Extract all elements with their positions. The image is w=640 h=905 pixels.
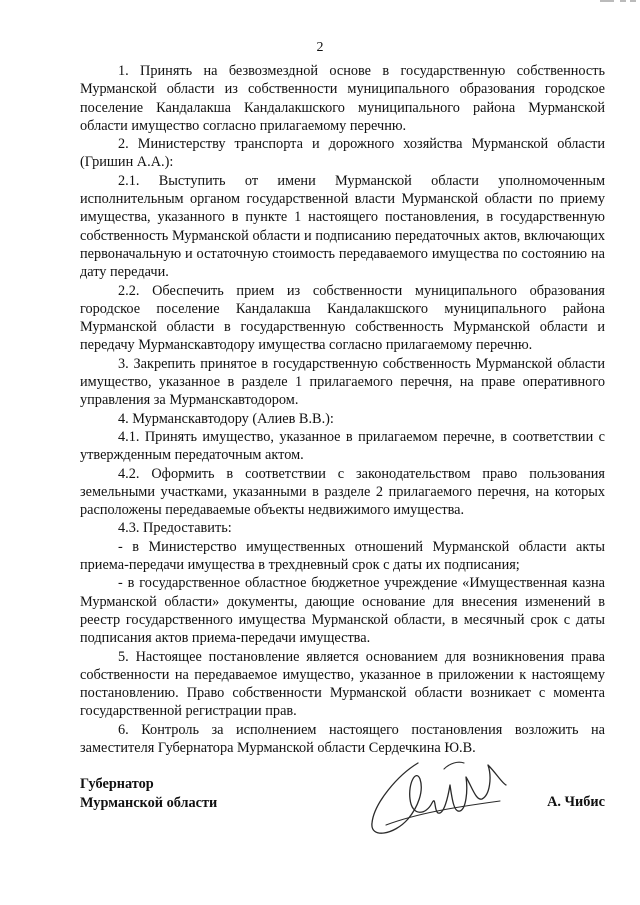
page-number: 2 (316, 40, 324, 55)
paragraph-1: 1. Принять на безвозмездной основе в государственную собственность Мурманской области из собственности муниципального образования городское поселение Кандалакша Кандалакшского муниципального района Мурманской области имущество согласно прилагаемому перечню. (80, 63, 605, 134)
paragraph-5: 5. Настоящее постановление является основанием для возникновения права собственности на передаваемое имущество, указанное в приложении к настоящему постановлению. Право собственности Мурманской области возникает с момента государственной регистрации прав. (80, 648, 605, 720)
paragraph-2-2: 2.2. Обеспечить прием из собственности муниципального образования городское поселение Кандалакша Кандалакшского муниципального района Мурманской области в государственную собственность Мурманской области и передачу Мурманскавтодору имущества согласно прилагаемому перечню. (80, 282, 605, 354)
signatory-title (80, 775, 217, 813)
paragraph-4-3: 4.3. Предоставить: (118, 520, 232, 537)
paragraph-2: 2. Министерству транспорта и дорожного хозяйства Мурманской области (Гришин А.А.): (80, 136, 605, 171)
signatory-title-line-1: Губернатор (80, 776, 154, 792)
signatory-title-line-2: Мурманской области (80, 795, 218, 811)
signatory-name: А. Чибис (547, 794, 605, 810)
scan-corner-mark (600, 0, 636, 3)
paragraph-2-1: 2.1. Выступить от имени Мурманской области уполномоченным исполнительным органом государственной власти Мурманской области по приему имущества, указанного в пункте 1 настоящего постановления, в государственную собственность Мурманской области и подписанию передаточных актов, включающих первоначальную и остаточную стоимость передаваемого имущества по состоянию на дату передачи. (80, 172, 605, 281)
handwritten-signature (360, 755, 510, 845)
paragraph-4: 4. Мурманскавтодору (Алиев В.В.): (118, 410, 334, 427)
paragraph-3: 3. Закрепить принятое в государственную собственность Мурманской области имущество, указанное в разделе 1 прилагаемого перечня, на праве оперативного управления за Мурманскавтодором. (80, 355, 605, 409)
paragraph-4-3-item-1: - в Министерство имущественных отношений Мурманской области акты приема-передачи имущества в трехдневный срок с даты их подписания; (80, 538, 605, 574)
paragraph-6: 6. Контроль за исполнением настоящего постановления возложить на заместителя Губернатора Мурманской области Сердечкина Ю.В. (80, 721, 605, 756)
paragraph-4-3-item-2: - в государственное областное бюджетное учреждение «Имущественная казна Мурманской области» документы, дающие основание для внесения изменений в реестр государственного имущества Мурманской области, в месячный срок с даты подписания актов приема-передачи имущества. (80, 575, 605, 647)
signature-block (80, 775, 605, 855)
paragraph-4-1: 4.1. Принять имущество, указанное в прилагаемом перечне, в соответствии с утвержденным передаточным актом. (80, 428, 605, 464)
paragraph-4-2: 4.2. Оформить в соответствии с законодательством право пользования земельными участками, указанными в разделе 2 прилагаемого перечня, на которых расположены передаваемые объекты недвижимого имущества. (80, 465, 605, 519)
document-body (80, 62, 605, 757)
